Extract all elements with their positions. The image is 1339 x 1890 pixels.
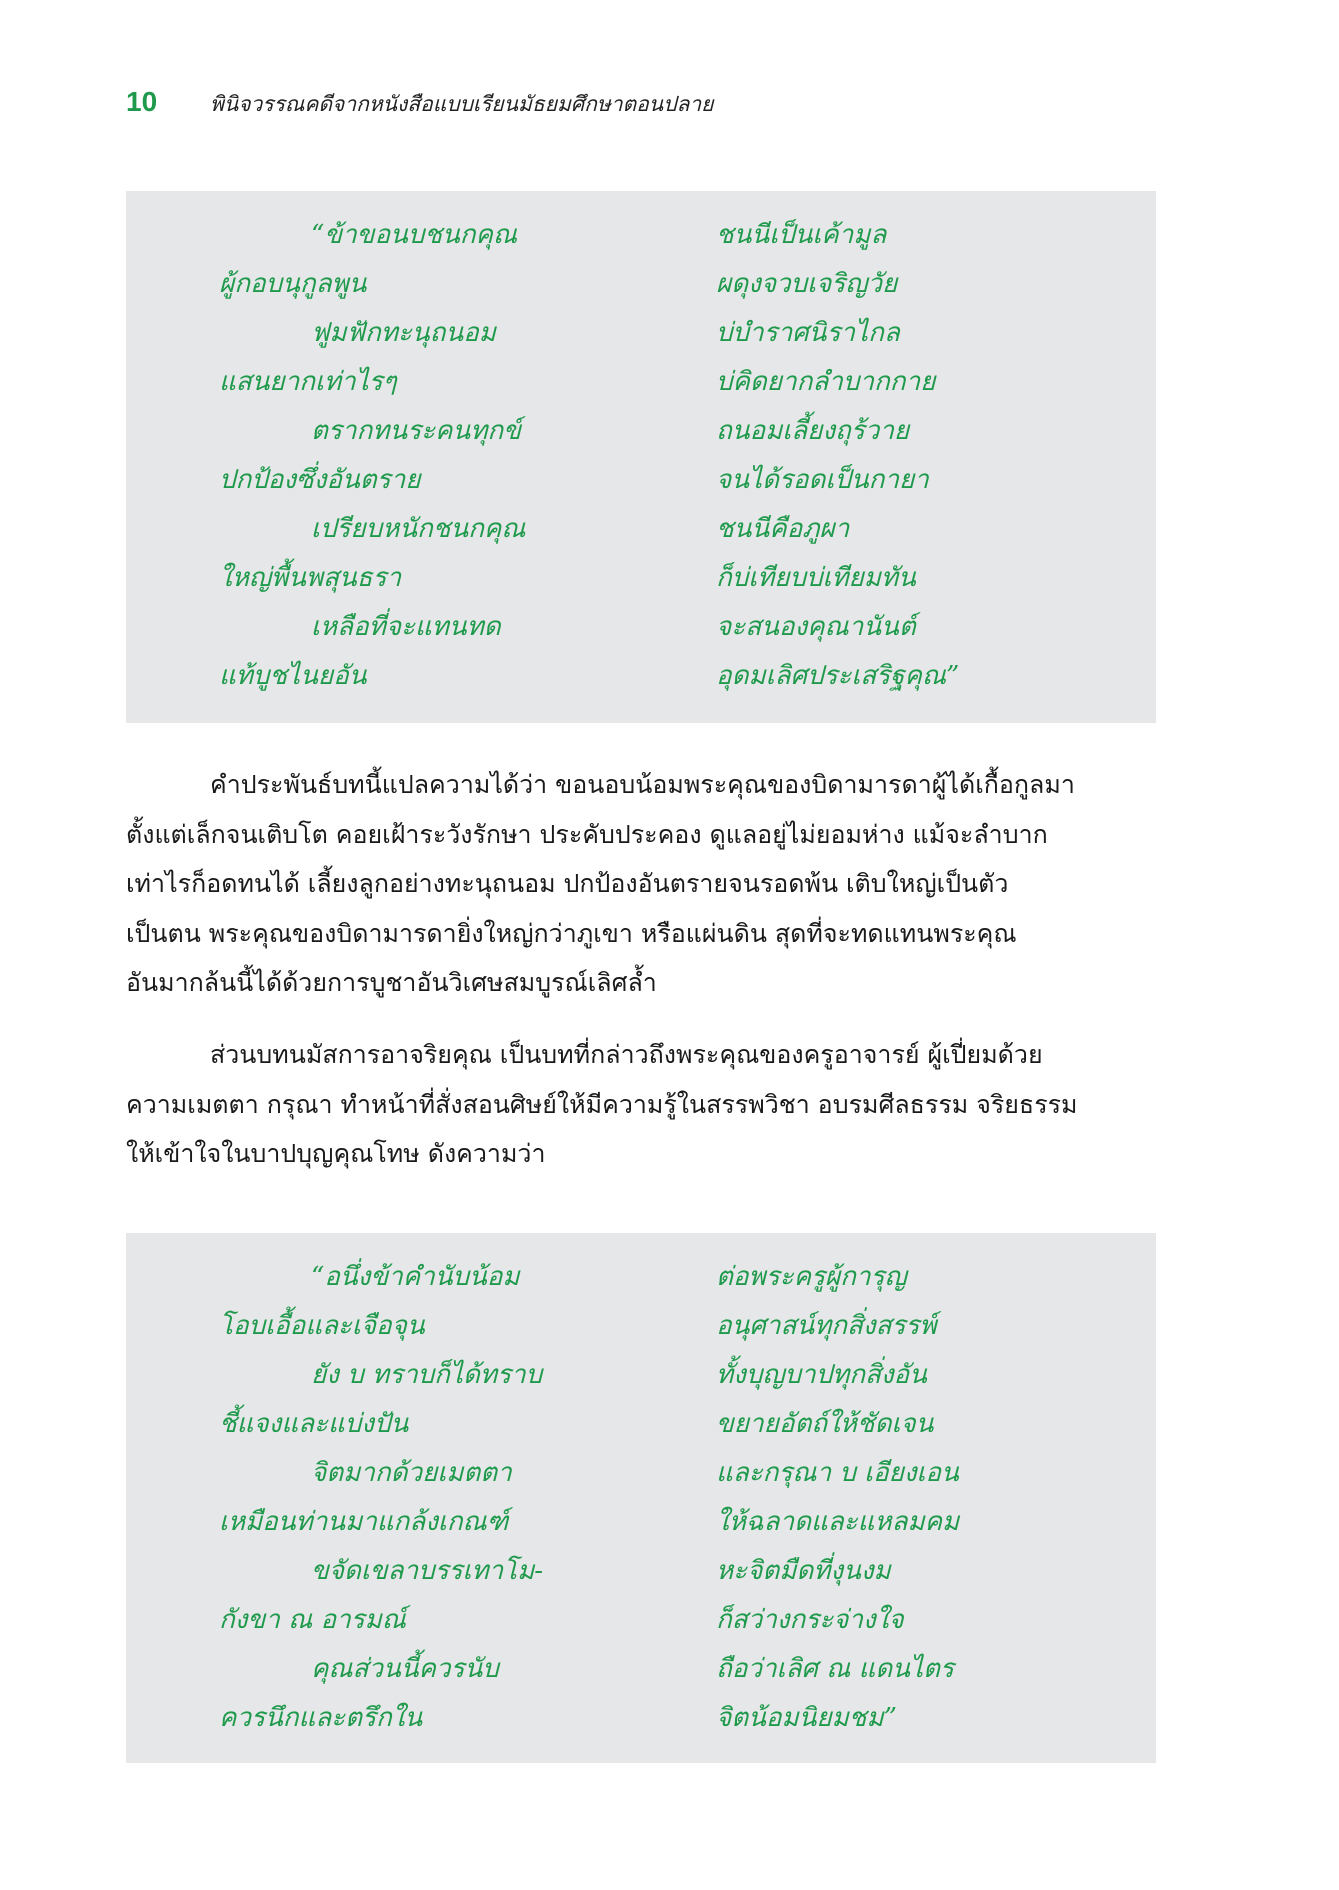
verse-right: บ่คิดยากลำบากกาย xyxy=(716,367,936,397)
verse-left: ใหญ่พื้นพสุนธรา xyxy=(219,563,402,593)
verse-left: ยัง บ ทราบก็ได้ทราบ xyxy=(311,1360,543,1390)
verse-right: ก็บ่เทียบบ่เทียมทัน xyxy=(716,563,916,593)
verse-left: เหลือที่จะแทนทด xyxy=(311,612,501,642)
paragraph-line: ตั้งแต่เล็กจนเติบโต คอยเฝ้าระวังรักษา ประคับประคอง ดูแลอยู่ไม่ยอมห่าง แม้จะลำบาก xyxy=(126,819,1048,849)
poem-row xyxy=(126,554,1156,603)
verse-right: ชนนีเป็นเค้ามูล xyxy=(716,220,887,250)
verse-right: ทั้งบุญบาปทุกสิ่งอัน xyxy=(716,1360,927,1390)
running-title: พินิจวรรณคดีจากหนังสือแบบเรียนมัธยมศึกษาตอนปลาย xyxy=(210,92,714,116)
verse-right: ก็สว่างกระจ่างใจ xyxy=(716,1605,904,1635)
poem-box-parents xyxy=(126,191,1156,723)
verse-left: แท้บูชไนยอัน xyxy=(219,661,367,691)
verse-left: ผู้กอบนุกูลพูน xyxy=(219,269,367,299)
verse-left: เปรียบหนักชนกคุณ xyxy=(311,514,526,544)
poem-row xyxy=(126,1498,1156,1547)
poem-row xyxy=(126,1351,1156,1400)
verse-right: ชนนีคือภูผา xyxy=(716,514,850,544)
verse-right: อนุศาสน์ทุกสิ่งสรรพ์ xyxy=(716,1311,937,1341)
poem-row xyxy=(126,456,1156,505)
poem-row xyxy=(126,1547,1156,1596)
paragraph-line: เท่าไรก็อดทนได้ เลี้ยงลูกอย่างทะนุถนอม ปกป้องอันตรายจนรอดพ้น เติบใหญ่เป็นตัว xyxy=(126,869,1009,898)
paragraph-line: ส่วนบทนมัสการอาจริยคุณ เป็นบทที่กล่าวถึงพระคุณของครูอาจารย์ ผู้เปี่ยมด้วย xyxy=(210,1040,1043,1069)
paragraph-line: ให้เข้าใจในบาปบุญคุณโทษ ดังความว่า xyxy=(126,1139,546,1168)
verse-right: ต่อพระครูผู้การุญ xyxy=(716,1262,907,1292)
verse-left: แสนยากเท่าไรๆ xyxy=(219,367,397,397)
verse-right: ถือว่าเลิศ ณ แดนไตร xyxy=(716,1654,954,1684)
verse-left: ชี้แจงและแบ่งปัน xyxy=(219,1409,409,1439)
verse-right: ผดุงจวบเจริญวัย xyxy=(716,269,898,299)
verse-left: ปกป้องซึ่งอันตราย xyxy=(219,465,421,495)
poem-row xyxy=(126,1645,1156,1694)
poem-box-teachers xyxy=(126,1233,1156,1763)
verse-right: จิตน้อมนิยมชม” xyxy=(716,1703,897,1733)
poem-row xyxy=(126,1302,1156,1351)
verse-right: บ่บำราศนิราไกล xyxy=(716,318,900,348)
verse-left: “อนึ่งข้าคำนับน้อม xyxy=(311,1262,520,1292)
verse-left: ควรนึกและตรึกใน xyxy=(219,1703,423,1733)
verse-left: คุณส่วนนี้ควรนับ xyxy=(311,1654,499,1684)
verse-right: และกรุณา บ เอียงเอน xyxy=(716,1458,959,1488)
verse-right: ให้ฉลาดและแหลมคม xyxy=(716,1507,960,1537)
verse-right: หะจิตมืดที่งุนงม xyxy=(716,1556,891,1586)
paragraph-line: เป็นตน พระคุณของบิดามารดายิ่งใหญ่กว่าภูเขา หรือแผ่นดิน สุดที่จะทดแทนพระคุณ xyxy=(126,918,1017,948)
verse-left: ฟูมฟักทะนุถนอม xyxy=(311,318,496,348)
page-number: 10 xyxy=(126,86,158,117)
paragraph-line: อันมากล้นนี้ได้ด้วยการบูชาอันวิเศษสมบูรณ์เลิศล้ำ xyxy=(126,968,657,997)
verse-right: ขยายอัตถ์ให้ชัดเจน xyxy=(716,1409,934,1439)
verse-left: จิตมากด้วยเมตตา xyxy=(311,1458,512,1488)
paragraph-line: คำประพันธ์บทนี้แปลความได้ว่า ขอนอบน้อมพระคุณของบิดามารดาผู้ได้เกื้อกูลมา xyxy=(210,770,1075,799)
verse-left: ตรากทนระคนทุกข์ xyxy=(311,416,521,446)
verse-right: อุดมเลิศประเสริฐคุณ” xyxy=(716,661,960,691)
page-header xyxy=(126,86,713,121)
poem-row xyxy=(126,1694,1156,1743)
verse-right: จะสนองคุณานันต์ xyxy=(716,612,916,642)
verse-right: จนได้รอดเป็นกายา xyxy=(716,465,929,495)
poem-row xyxy=(126,1596,1156,1645)
verse-right: ถนอมเลี้ยงถุร้วาย xyxy=(716,416,910,446)
paragraph-line: ความเมตตา กรุณา ทำหน้าที่สั่งสอนศิษย์ให้มีความรู้ในสรรพวิชา อบรมศีลธรรม จริยธรรม xyxy=(126,1089,1078,1119)
poem-row xyxy=(126,407,1156,456)
verse-left: ขจัดเขลาบรรเทาโม- xyxy=(311,1556,544,1586)
poem-row xyxy=(126,260,1156,309)
body-paragraph-teachers xyxy=(126,1030,1156,1179)
poem-row xyxy=(126,652,1156,701)
verse-left: “ข้าขอนบชนกคุณ xyxy=(311,220,518,250)
poem-row xyxy=(126,1400,1156,1449)
poem-row xyxy=(126,211,1156,260)
verse-left: กังขา ณ อารมณ์ xyxy=(219,1605,406,1635)
body-paragraph-parents xyxy=(126,760,1156,1008)
poem-row xyxy=(126,309,1156,358)
poem-row xyxy=(126,1449,1156,1498)
verse-left: เหมือนท่านมาแกล้งเกณฑ์ xyxy=(219,1507,509,1537)
poem-row xyxy=(126,505,1156,554)
poem-row xyxy=(126,1253,1156,1302)
verse-left: โอบเอื้อและเจือจุน xyxy=(219,1311,425,1341)
poem-row xyxy=(126,603,1156,652)
poem-row xyxy=(126,358,1156,407)
